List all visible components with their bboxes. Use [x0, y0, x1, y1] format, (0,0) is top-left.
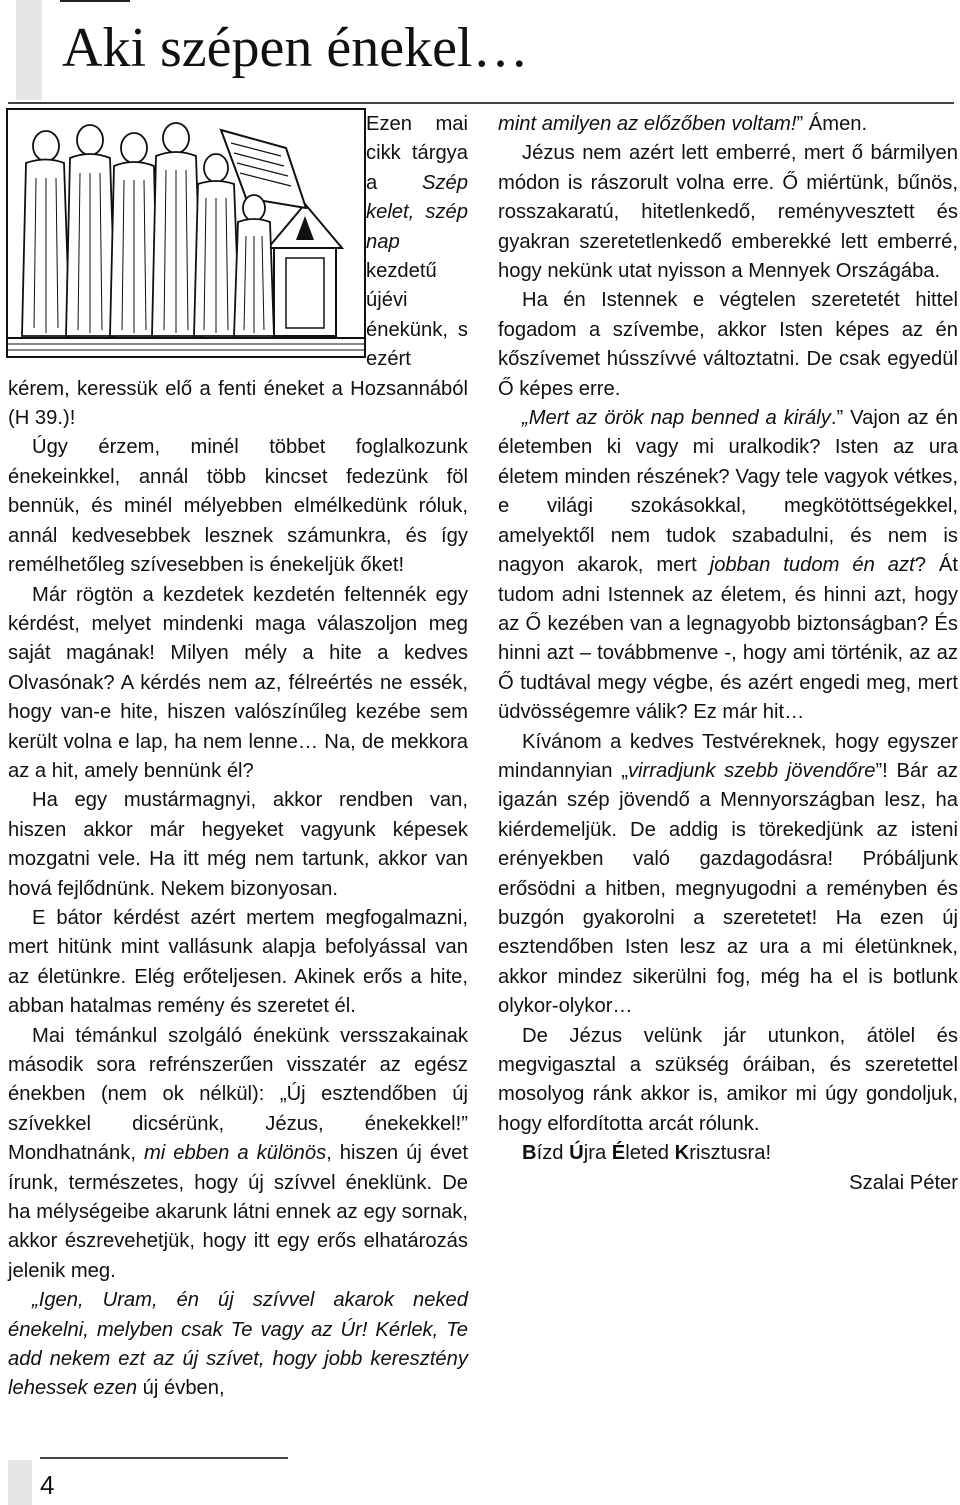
acrostic-letter-u: Ú: [569, 1142, 584, 1165]
left-column: [8, 110, 468, 1404]
right-column: [498, 110, 958, 1198]
prayer-quote-italic: „Igen, Uram, én új szívvel akarok neked énekelni, melyben csak Te vagy az Úr! Kérlek, Te add nekem ezt az új szívet, hogy jobb keresztény lehessek ezen: [8, 1289, 468, 1400]
paragraph-11-end: ? Át tudom adni Istennek az életem, és hinni azt, hogy az Ő kezében van a legnagyobb biztonságban? És hinni azt – továbbmenve -, hogy ami történik, az az Ő tudtával megy végbe, és azért engedi meg, mert üdvösségemre válik? Ez már hit…: [498, 554, 958, 724]
paragraph-4: Ha egy mustármagnyi, akkor rendben van, hiszen akkor már hegyeket vagyunk képesek mozgatni vele. Ha itt még nem tartunk, akkor van hová fejlődnünk. Nekem bizonyosan.: [8, 789, 468, 900]
page-number: 4: [40, 1470, 55, 1500]
paragraph-6-end: , hiszen új évet írunk, természetes, hogy új szívvel éneklünk. De ha mélységeibe akarunk látni ennek az egy sornak, akkor észrevehetjük, hogy itt egy erős elhatározás jelenik meg.: [8, 1142, 468, 1282]
paragraph-3: Már rögtön a kezdetek kezdetén feltennék egy kérdést, melyet mindenki maga válaszoljon meg saját magának! Milyen mély a hite a kedves Olvasónak? A kérdés nem az, félreértés ne essék, hogy van-e hite, hiszen valószínűleg kezébe sem került volna e lap, ha nem lenne… Na, de mekkora az a hit, amely bennünk él?: [8, 583, 468, 782]
paragraph-7: [8, 1286, 468, 1404]
acrostic-letter-e: É: [611, 1142, 626, 1165]
paragraph-9: Jézus nem azért lett emberré, mert ő bármilyen módon is rászorult volna erre. Ő miértünk, bűnös, rosszakaratú, hitetlenkedő, reményvesztett és gyakran szeretetlenkedő emberekké lett emberré, hogy nekünk utat nyisson a Mennyek Országába.: [498, 142, 958, 283]
acrostic-letter-b: B: [522, 1142, 537, 1165]
paragraph-12-end: ”! Bár az igazán szép jövendő a Mennyországban lesz, ha kiérdemeljük. De addig is törekedjünk az isteni erényekben való gazdagodásra! Próbáljunk erősödni a hitben, megnyugodni a reményben és buzgón gyakorolni a szeretetet! Ha ezen új esztendőben Isten lesz az ura a mi életünknek, akkor mindez sikerülni fog, még ha el is botlunk olykor-olykor…: [498, 759, 958, 1018]
paragraph-13: De Jézus velünk jár utunkon, átölel és megvigasztal a szükség óráiban, és szeretettel mosolyog ránk akkor is, amikor mi úgy gondoljuk, hogy elfordította arcát rólunk.: [498, 1024, 958, 1135]
paragraph-1-start: Ezen mai cikk tárgya a: [366, 113, 468, 194]
paragraph-11: [498, 404, 958, 727]
paragraph-1-end: kezdetű újévi énekünk, s ezért kérem, keressük elő a fenti éneket a Hozsannából (H 39.)!: [8, 260, 468, 430]
paragraph-2: Úgy érzem, minél többet foglalkozunk énekeinkkel, annál több kincset fedezünk föl bennük, és minél mélyebben elmélkedünk róluk, annál kedvesebbek lesznek számunkra, és így remélhetőleg szívesebben is énekeljük őket!: [8, 436, 468, 577]
paragraph-6: [8, 1022, 468, 1287]
paragraph-7-end: új évben,: [137, 1377, 225, 1400]
paragraph-6-start: Mai témánkul szolgáló énekünk versszakainak második sora refrénszerűen visszatér az egész énekben (nem ok nélkül): „Új esztendőben új szívekkel dicsérünk, Jézus, énekekkel!” Mondhatnánk,: [8, 1024, 468, 1165]
acrostic-letter-k: K: [674, 1142, 690, 1165]
paragraph-5: E bátor kérdést azért mertem megfogalmazni, mert hitünk mint vallásunk alapja befolyással van az életünkre. Elég erőteljesen. Akinek erős a hite, abban hatalmas remény és szeretet él.: [8, 906, 468, 1018]
paragraph-8: [498, 110, 958, 139]
hymn-quote-italic: „Mert az örök nap benned a király: [522, 407, 831, 430]
acrostic-word-1: ízd: [536, 1142, 570, 1165]
choir-singers-illustration: [6, 108, 366, 358]
paragraph-6-italic: mi ebben a különös: [143, 1142, 327, 1165]
article-title: Aki szépen énekel…: [62, 17, 529, 79]
closing-acrostic: [498, 1139, 958, 1168]
paragraph-12-italic: virradjunk szebb jövendőre: [627, 759, 876, 782]
paragraph-12-start: Kívánom a kedves Testvéreknek, hogy egyszer mindannyian „: [498, 730, 958, 782]
song-title-italic: Szép kelet, szép nap: [366, 171, 468, 253]
acrostic-word-2: jra: [583, 1142, 612, 1165]
header-accent-bar: [16, 0, 42, 100]
paragraph-8-end: ” Ámen.: [796, 113, 868, 135]
footer-accent-bar: [8, 1460, 32, 1505]
acrostic-word-4: risztusra!: [689, 1142, 772, 1165]
footer-rule: [40, 1457, 288, 1459]
acrostic-word-3: leted: [625, 1142, 675, 1165]
title-divider: [8, 102, 954, 104]
paragraph-12: [498, 728, 958, 1022]
paragraph-11-mid: .” Vajon az én életemben ki vagy mi uralkodik? Isten az ura életem minden részének? Vagy tele vagyok vétkes, e világi szokásokkal, megkötöttségekkel, amelyektől nem tudok szabadulni, és nem is nagyon akarok, mert: [498, 407, 958, 577]
woodcut-illustration: [6, 108, 366, 358]
author-signature: Szalai Péter: [849, 1171, 958, 1194]
prayer-quote-end-italic: mint amilyen az előzőben voltam!: [498, 113, 797, 135]
top-rule: [60, 0, 130, 2]
paragraph-11-italic: jobban tudom én azt: [709, 554, 915, 577]
paragraph-10: Ha én Istennek e végtelen szeretetét hittel fogadom a szívembe, akkor Isten képes az én kőszívemet hússzívvé változtatni. De csak egyedül Ő képes erre.: [498, 289, 958, 400]
